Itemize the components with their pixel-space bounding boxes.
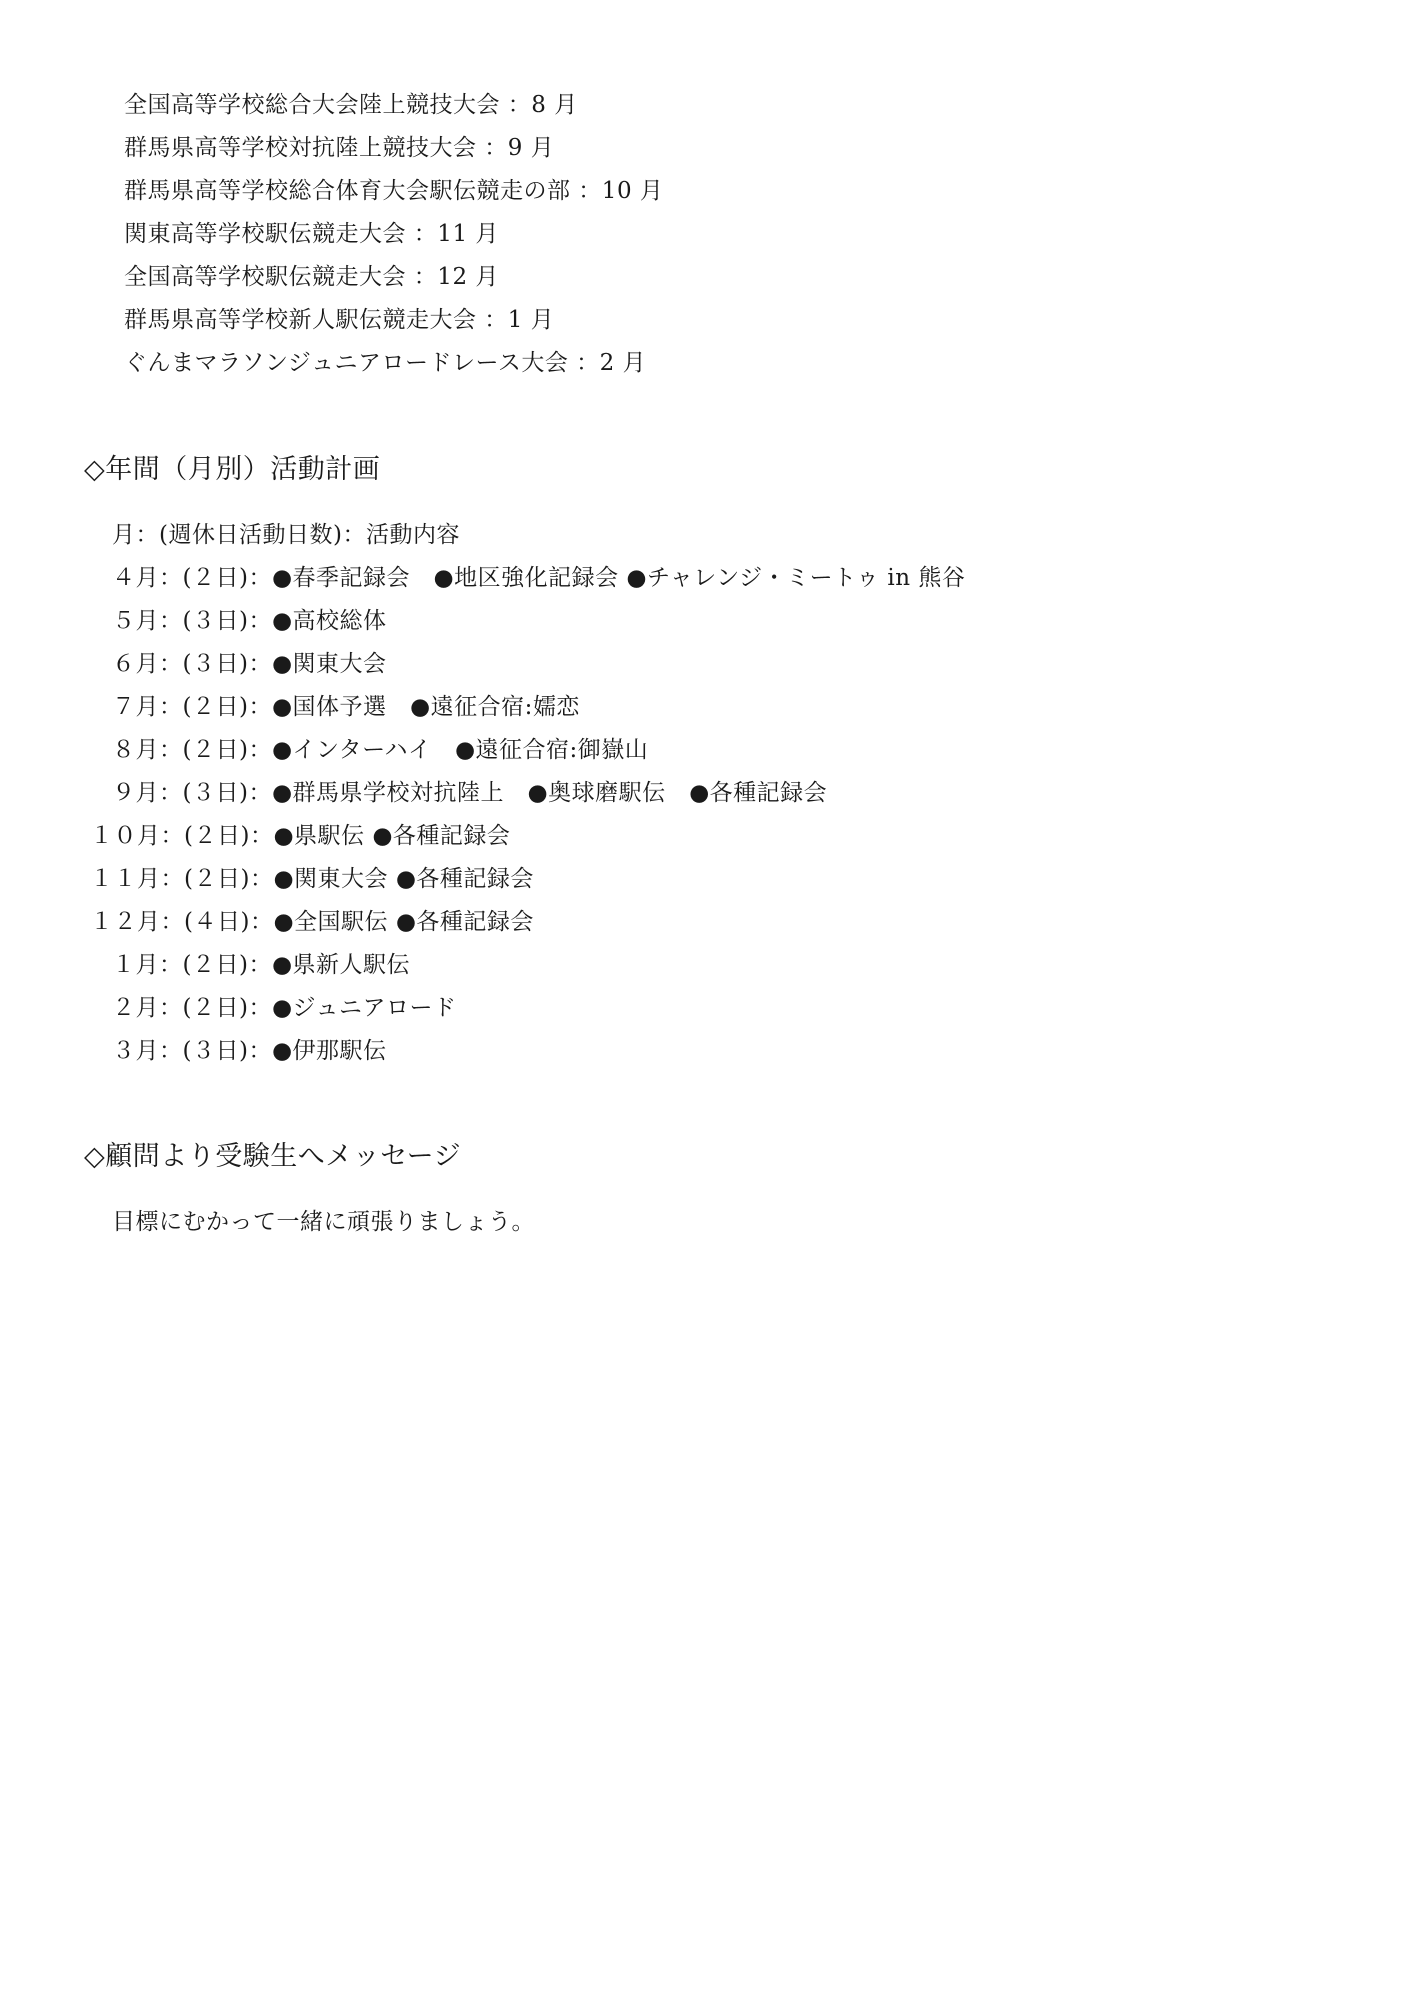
competition-item: 全国高等学校総合大会陸上競技大会 ：8 月 <box>124 92 578 118</box>
annual-plan-row: ５月：(３日)：●高校総体 <box>112 608 387 634</box>
annual-plan-row: ６月：(３日)：●関東大会 <box>112 651 387 677</box>
annual-plan-row: １１月：(２日)：●関東大会 ●各種記録会 <box>90 866 534 892</box>
competition-item: 群馬県高等学校対抗陸上競技大会 ：9 月 <box>124 135 555 161</box>
annual-plan-row: ３月：(３日)：●伊那駅伝 <box>112 1038 387 1064</box>
message-body: 目標にむかって一緒に頑張りましょう。 <box>112 1209 535 1235</box>
annual-plan-heading: ◇年間（月別）活動計画 <box>84 454 381 485</box>
message-heading: ◇顧問より受験生へメッセージ <box>84 1141 462 1172</box>
annual-plan-row: ８月：(２日)：●インターハイ ●遠征合宿:御嶽山 <box>112 737 649 763</box>
annual-plan-header-row: 月：(週休日活動日数)：活動内容 <box>112 522 460 548</box>
competition-item: 群馬県高等学校総合体育大会駅伝競走の部 ：10 月 <box>124 178 664 204</box>
annual-plan-row: ９月：(３日)：●群馬県学校対抗陸上 ●奥球磨駅伝 ●各種記録会 <box>112 780 828 806</box>
annual-plan-row: ４月：(２日)：●春季記録会 ●地区強化記録会 ●チャレンジ・ミートゥ in 熊谷 <box>112 565 966 591</box>
competition-item: ぐんまマラソンジュニアロードレース大会 ：2 月 <box>124 350 647 376</box>
annual-plan-row: １月：(２日)：●県新人駅伝 <box>112 952 411 978</box>
competition-item: 関東高等学校駅伝競走大会 ：11 月 <box>124 221 499 247</box>
competition-item: 全国高等学校駅伝競走大会 ：12 月 <box>124 264 499 290</box>
annual-plan-row: ７月：(２日)：●国体予選 ●遠征合宿:嬬恋 <box>112 694 580 720</box>
annual-plan-row: ２月：(２日)：●ジュニアロード <box>112 995 457 1021</box>
competition-item: 群馬県高等学校新人駅伝競走大会 ：1 月 <box>124 307 555 333</box>
annual-plan-row: １０月：(２日)：●県駅伝 ●各種記録会 <box>90 823 511 849</box>
annual-plan-row: １２月：(４日)：●全国駅伝 ●各種記録会 <box>90 909 534 935</box>
